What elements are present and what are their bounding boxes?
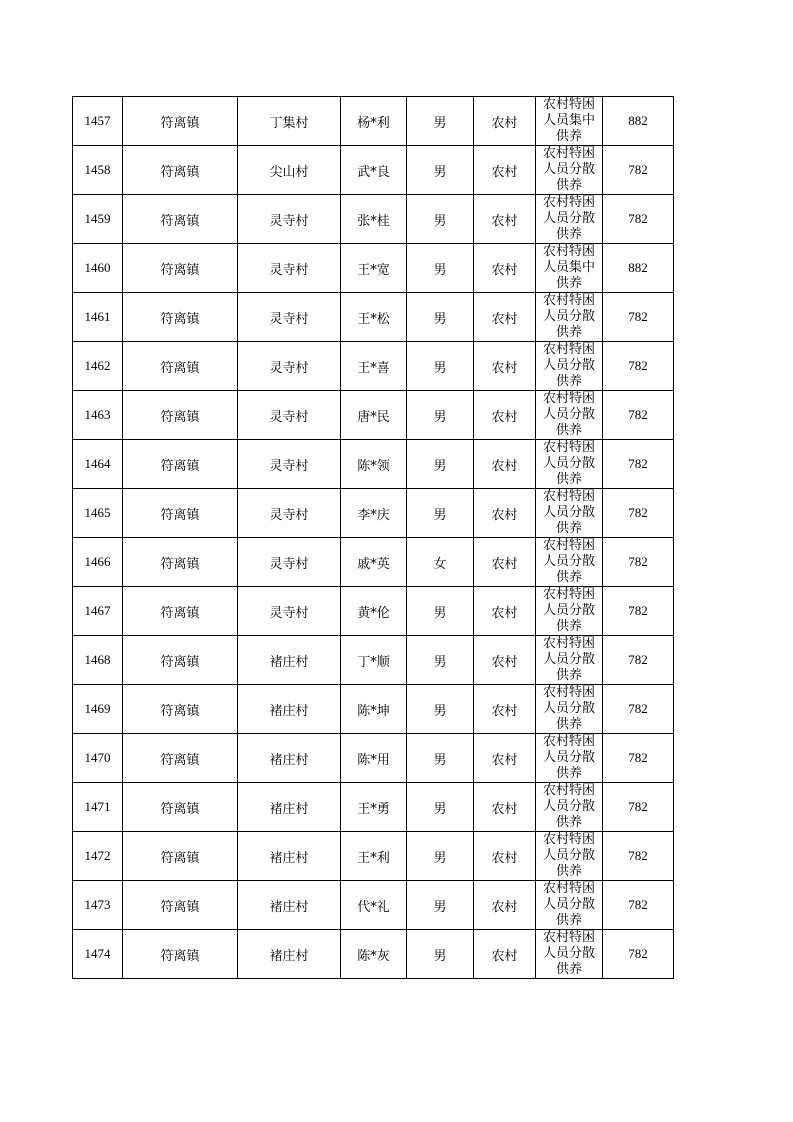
person-name-cell: 王*喜 [341,342,407,391]
gender-cell: 男 [407,783,474,832]
gender-cell: 男 [407,195,474,244]
row-number-cell: 1465 [73,489,123,538]
area-type-cell: 农村 [474,244,536,293]
area-type-cell: 农村 [474,440,536,489]
amount-cell: 882 [603,97,674,146]
table-row [73,440,674,489]
gender-cell: 男 [407,391,474,440]
amount-cell: 782 [603,440,674,489]
support-type-text: 农村特困人员分散供养 [542,538,595,585]
area-type-cell: 农村 [474,587,536,636]
table-row [73,587,674,636]
support-type-cell [536,391,603,440]
town-cell: 符离镇 [123,587,238,636]
row-number-cell: 1462 [73,342,123,391]
town-cell: 符离镇 [123,881,238,930]
town-cell: 符离镇 [123,244,238,293]
row-number-cell: 1474 [73,930,123,979]
person-name-cell: 张*桂 [341,195,407,244]
row-number-cell: 1457 [73,97,123,146]
support-type-cell [536,783,603,832]
gender-cell: 男 [407,881,474,930]
table-row [73,832,674,881]
table-row [73,881,674,930]
row-number-cell: 1467 [73,587,123,636]
person-name-cell: 王*松 [341,293,407,342]
village-cell: 灵寺村 [238,440,341,489]
person-name-cell: 戚*英 [341,538,407,587]
area-type-cell: 农村 [474,685,536,734]
support-type-text: 农村特困人员分散供养 [542,342,595,389]
town-cell: 符离镇 [123,636,238,685]
town-cell: 符离镇 [123,391,238,440]
gender-cell: 女 [407,538,474,587]
area-type-cell: 农村 [474,489,536,538]
table-row [73,734,674,783]
row-number-cell: 1459 [73,195,123,244]
amount-cell: 782 [603,832,674,881]
support-type-text: 农村特困人员集中供养 [542,97,595,144]
town-cell: 符离镇 [123,734,238,783]
row-number-cell: 1472 [73,832,123,881]
amount-cell: 782 [603,489,674,538]
support-type-cell [536,538,603,587]
area-type-cell: 农村 [474,391,536,440]
table-row [73,293,674,342]
area-type-cell: 农村 [474,195,536,244]
village-cell: 褚庄村 [238,930,341,979]
village-cell: 灵寺村 [238,391,341,440]
person-name-cell: 王*勇 [341,783,407,832]
table-row [73,636,674,685]
person-name-cell: 陈*坤 [341,685,407,734]
amount-cell: 782 [603,685,674,734]
table-row [73,930,674,979]
support-type-cell [536,832,603,881]
gender-cell: 男 [407,244,474,293]
support-type-text: 农村特困人员分散供养 [542,636,595,683]
amount-cell: 782 [603,783,674,832]
support-type-text: 农村特困人员分散供养 [542,146,595,193]
gender-cell: 男 [407,146,474,195]
person-name-cell: 黄*伦 [341,587,407,636]
area-type-cell: 农村 [474,146,536,195]
area-type-cell: 农村 [474,930,536,979]
person-name-cell: 王*利 [341,832,407,881]
amount-cell: 782 [603,342,674,391]
village-cell: 灵寺村 [238,293,341,342]
amount-cell: 782 [603,587,674,636]
table-row [73,244,674,293]
table-row [73,538,674,587]
table-row [73,97,674,146]
relief-roster-table [72,96,674,979]
support-type-text: 农村特困人员分散供养 [542,832,595,879]
amount-cell: 782 [603,538,674,587]
support-type-text: 农村特困人员分散供养 [542,489,595,536]
gender-cell: 男 [407,587,474,636]
row-number-cell: 1469 [73,685,123,734]
support-type-cell [536,244,603,293]
area-type-cell: 农村 [474,538,536,587]
area-type-cell: 农村 [474,734,536,783]
support-type-text: 农村特困人员分散供养 [542,734,595,781]
gender-cell: 男 [407,97,474,146]
area-type-cell: 农村 [474,636,536,685]
support-type-cell [536,685,603,734]
person-name-cell: 代*礼 [341,881,407,930]
support-type-cell [536,97,603,146]
row-number-cell: 1458 [73,146,123,195]
town-cell: 符离镇 [123,489,238,538]
town-cell: 符离镇 [123,146,238,195]
row-number-cell: 1466 [73,538,123,587]
table-row [73,391,674,440]
area-type-cell: 农村 [474,881,536,930]
row-number-cell: 1461 [73,293,123,342]
row-number-cell: 1473 [73,881,123,930]
town-cell: 符离镇 [123,783,238,832]
gender-cell: 男 [407,734,474,783]
village-cell: 褚庄村 [238,685,341,734]
town-cell: 符离镇 [123,685,238,734]
amount-cell: 782 [603,391,674,440]
gender-cell: 男 [407,342,474,391]
town-cell: 符离镇 [123,195,238,244]
village-cell: 褚庄村 [238,783,341,832]
amount-cell: 782 [603,881,674,930]
support-type-cell [536,489,603,538]
amount-cell: 882 [603,244,674,293]
village-cell: 灵寺村 [238,244,341,293]
village-cell: 尖山村 [238,146,341,195]
table-row [73,146,674,195]
gender-cell: 男 [407,489,474,538]
person-name-cell: 李*庆 [341,489,407,538]
village-cell: 灵寺村 [238,489,341,538]
amount-cell: 782 [603,195,674,244]
row-number-cell: 1470 [73,734,123,783]
person-name-cell: 陈*用 [341,734,407,783]
village-cell: 褚庄村 [238,734,341,783]
amount-cell: 782 [603,293,674,342]
table-row [73,489,674,538]
support-type-text: 农村特困人员分散供养 [542,391,595,438]
village-cell: 褚庄村 [238,636,341,685]
amount-cell: 782 [603,930,674,979]
gender-cell: 男 [407,685,474,734]
table-row [73,195,674,244]
support-type-cell [536,734,603,783]
support-type-text: 农村特困人员分散供养 [542,881,595,928]
support-type-cell [536,587,603,636]
support-type-cell [536,195,603,244]
person-name-cell: 陈*灰 [341,930,407,979]
support-type-text: 农村特困人员分散供养 [542,783,595,830]
area-type-cell: 农村 [474,97,536,146]
village-cell: 灵寺村 [238,538,341,587]
support-type-cell [536,342,603,391]
support-type-cell [536,293,603,342]
village-cell: 灵寺村 [238,195,341,244]
area-type-cell: 农村 [474,293,536,342]
support-type-text: 农村特困人员集中供养 [542,244,595,291]
town-cell: 符离镇 [123,440,238,489]
village-cell: 丁集村 [238,97,341,146]
gender-cell: 男 [407,832,474,881]
person-name-cell: 陈*领 [341,440,407,489]
support-type-cell [536,930,603,979]
area-type-cell: 农村 [474,783,536,832]
gender-cell: 男 [407,440,474,489]
support-type-text: 农村特困人员分散供养 [542,440,595,487]
row-number-cell: 1464 [73,440,123,489]
support-type-cell [536,146,603,195]
support-type-cell [536,636,603,685]
person-name-cell: 丁*顺 [341,636,407,685]
village-cell: 灵寺村 [238,587,341,636]
person-name-cell: 武*良 [341,146,407,195]
area-type-cell: 农村 [474,342,536,391]
gender-cell: 男 [407,636,474,685]
row-number-cell: 1460 [73,244,123,293]
row-number-cell: 1463 [73,391,123,440]
town-cell: 符离镇 [123,538,238,587]
village-cell: 褚庄村 [238,881,341,930]
support-type-text: 农村特困人员分散供养 [542,293,595,340]
table-row [73,783,674,832]
support-type-text: 农村特困人员分散供养 [542,685,595,732]
table-body [73,97,674,979]
amount-cell: 782 [603,146,674,195]
person-name-cell: 杨*利 [341,97,407,146]
amount-cell: 782 [603,734,674,783]
support-type-text: 农村特困人员分散供养 [542,195,595,242]
support-type-cell [536,440,603,489]
person-name-cell: 王*宽 [341,244,407,293]
village-cell: 灵寺村 [238,342,341,391]
person-name-cell: 唐*民 [341,391,407,440]
town-cell: 符离镇 [123,930,238,979]
area-type-cell: 农村 [474,832,536,881]
support-type-text: 农村特困人员分散供养 [542,930,595,977]
row-number-cell: 1468 [73,636,123,685]
town-cell: 符离镇 [123,293,238,342]
gender-cell: 男 [407,293,474,342]
town-cell: 符离镇 [123,342,238,391]
table-row [73,342,674,391]
table-row [73,685,674,734]
town-cell: 符离镇 [123,97,238,146]
support-type-text: 农村特困人员分散供养 [542,587,595,634]
amount-cell: 782 [603,636,674,685]
town-cell: 符离镇 [123,832,238,881]
village-cell: 褚庄村 [238,832,341,881]
row-number-cell: 1471 [73,783,123,832]
gender-cell: 男 [407,930,474,979]
support-type-cell [536,881,603,930]
